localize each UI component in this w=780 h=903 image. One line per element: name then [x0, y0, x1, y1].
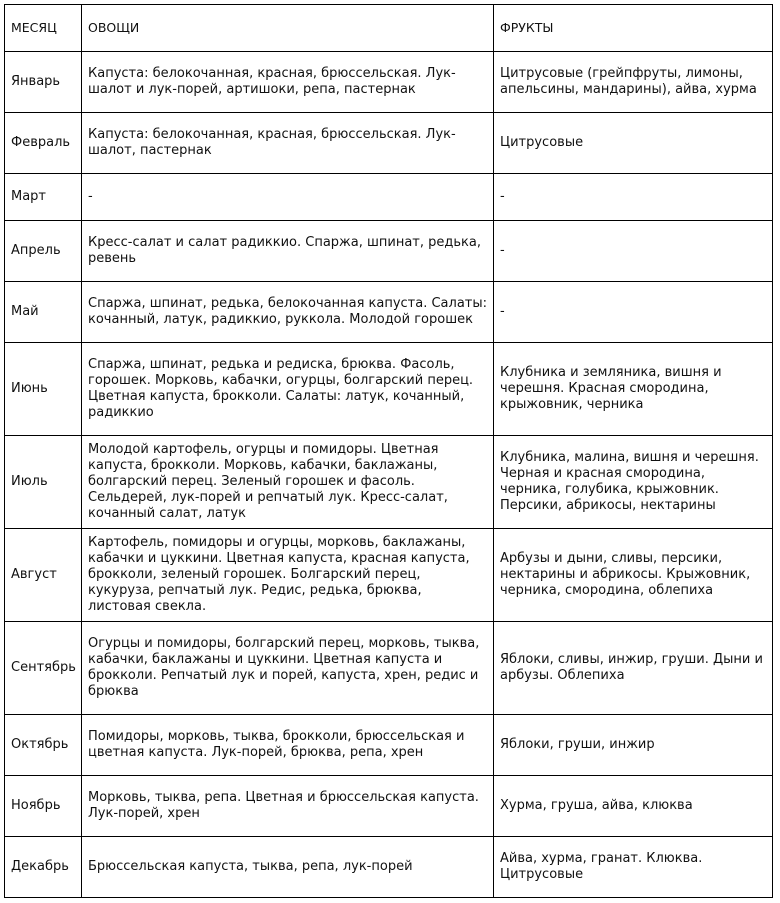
vegetables-cell: -	[82, 174, 494, 221]
vegetables-cell: Картофель, помидоры и огурцы, морковь, баклажаны, кабачки и цуккини. Цветная капуста, красная капуста, брокколи, зеленый горошек. Болгарский перец, кукуруза, репчатый лук. Редис, редька, брюква, листовая свекла.	[82, 529, 494, 622]
month-cell: Март	[5, 174, 82, 221]
table-header-row	[5, 5, 773, 52]
fruits-cell: Цитрусовые (грейпфруты, лимоны, апельсины, мандарины), айва, хурма	[494, 52, 773, 113]
table-row	[5, 52, 773, 113]
fruits-cell: Яблоки, сливы, инжир, груши. Дыни и арбузы. Облепиха	[494, 622, 773, 715]
fruits-cell: Клубника, малина, вишня и черешня. Черная и красная смородина, черника, голубика, крыжовник. Персики, абрикосы, нектарины	[494, 436, 773, 529]
vegetables-cell: Капуста: белокочанная, красная, брюссельская. Лук-шалот, пастернак	[82, 113, 494, 174]
vegetables-cell: Огурцы и помидоры, болгарский перец, морковь, тыква, кабачки, баклажаны и цуккини. Цветная капуста и брокколи. Репчатый лук и порей, капуста, хрен, редис и брюква	[82, 622, 494, 715]
table-row	[5, 776, 773, 837]
fruits-cell: Хурма, груша, айва, клюква	[494, 776, 773, 837]
month-cell: Сентябрь	[5, 622, 82, 715]
seasonal-produce-table	[4, 4, 773, 898]
header-fruits: ФРУКТЫ	[494, 5, 773, 52]
header-vegetables: ОВОЩИ	[82, 5, 494, 52]
vegetables-cell: Брюссельская капуста, тыква, репа, лук-порей	[82, 837, 494, 898]
month-cell: Август	[5, 529, 82, 622]
vegetables-cell: Спаржа, шпинат, редька, белокочанная капуста. Салаты: кочанный, латук, радиккио, руккола. Молодой горошек	[82, 282, 494, 343]
vegetables-cell: Спаржа, шпинат, редька и редиска, брюква. Фасоль, горошек. Морковь, кабачки, огурцы, болгарский перец. Цветная капуста, брокколи. Салаты: латук, кочанный, радиккио	[82, 343, 494, 436]
vegetables-cell: Капуста: белокочанная, красная, брюссельская. Лук-шалот и лук-порей, артишоки, репа, пастернак	[82, 52, 494, 113]
month-cell: Декабрь	[5, 837, 82, 898]
vegetables-cell: Молодой картофель, огурцы и помидоры. Цветная капуста, брокколи. Морковь, кабачки, баклажаны, болгарский перец. Зеленый горошек и фасоль. Сельдерей, лук-порей и репчатый лук. Кресс-салат, кочанный салат, латук	[82, 436, 494, 529]
month-cell: Июнь	[5, 343, 82, 436]
month-cell: Ноябрь	[5, 776, 82, 837]
fruits-cell: Арбузы и дыни, сливы, персики, нектарины и абрикосы. Крыжовник, черника, смородина, облепиха	[494, 529, 773, 622]
table-row	[5, 221, 773, 282]
vegetables-cell: Помидоры, морковь, тыква, брокколи, брюссельская и цветная капуста. Лук-порей, брюква, репа, хрен	[82, 715, 494, 776]
month-cell: Октябрь	[5, 715, 82, 776]
table-row	[5, 436, 773, 529]
table-row	[5, 529, 773, 622]
month-cell: Май	[5, 282, 82, 343]
fruits-cell: Яблоки, груши, инжир	[494, 715, 773, 776]
vegetables-cell: Морковь, тыква, репа. Цветная и брюссельская капуста. Лук-порей, хрен	[82, 776, 494, 837]
month-cell: Февраль	[5, 113, 82, 174]
fruits-cell: Клубника и земляника, вишня и черешня. Красная смородина, крыжовник, черника	[494, 343, 773, 436]
fruits-cell: -	[494, 282, 773, 343]
table-row	[5, 343, 773, 436]
table-row	[5, 715, 773, 776]
fruits-cell: -	[494, 174, 773, 221]
fruits-cell: Айва, хурма, гранат. Клюква. Цитрусовые	[494, 837, 773, 898]
vegetables-cell: Кресс-салат и салат радиккио. Спаржа, шпинат, редька, ревень	[82, 221, 494, 282]
month-cell: Январь	[5, 52, 82, 113]
month-cell: Апрель	[5, 221, 82, 282]
table-row	[5, 113, 773, 174]
table-row	[5, 837, 773, 898]
table-row	[5, 174, 773, 221]
fruits-cell: Цитрусовые	[494, 113, 773, 174]
table-row	[5, 622, 773, 715]
month-cell: Июль	[5, 436, 82, 529]
header-month: МЕСЯЦ	[5, 5, 82, 52]
table-row	[5, 282, 773, 343]
fruits-cell: -	[494, 221, 773, 282]
